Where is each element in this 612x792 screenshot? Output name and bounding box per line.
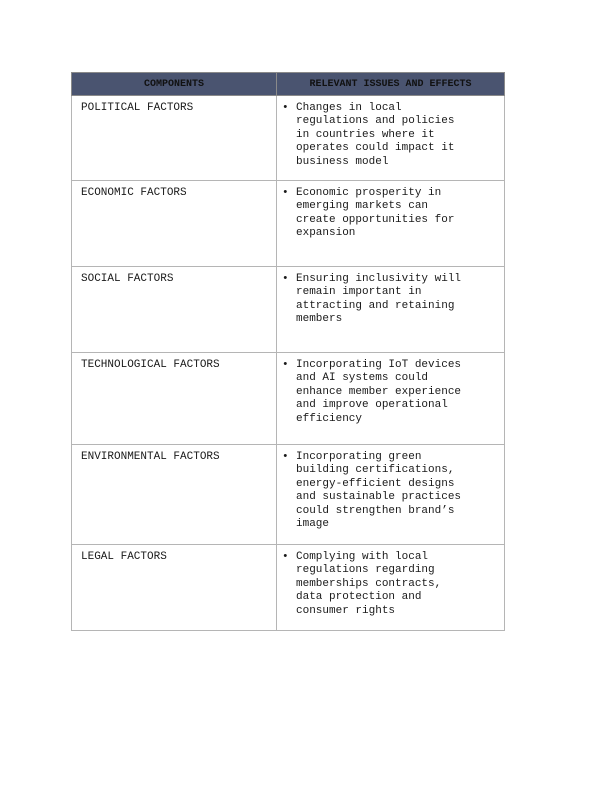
component-cell: LEGAL FACTORS — [72, 545, 277, 631]
effect-cell — [277, 545, 505, 631]
effect-text: Incorporating green building certifications, energy-efficient designs and sustainable practices could strengthen brand’s image — [296, 451, 462, 531]
effect-cell — [277, 445, 505, 545]
effect-text: Changes in local regulations and policies in countries where it operates could impact it business model — [296, 102, 455, 168]
table-header-row — [72, 73, 505, 96]
effect-text: Economic prosperity in emerging markets can create opportunities for expansion — [296, 187, 455, 240]
table-row — [72, 545, 505, 631]
bullet-icon: • — [282, 273, 289, 285]
effect-cell — [277, 267, 505, 353]
table-row — [72, 267, 505, 353]
table-row — [72, 445, 505, 545]
bullet-item — [281, 273, 496, 327]
table-row — [72, 96, 505, 181]
component-cell: TECHNOLOGICAL FACTORS — [72, 353, 277, 445]
components-header: COMPONENTS — [72, 73, 277, 96]
effect-cell — [277, 353, 505, 445]
pestel-table — [71, 72, 505, 631]
bullet-item — [281, 187, 496, 241]
bullet-icon: • — [282, 102, 289, 114]
effects-header: RELEVANT ISSUES AND EFFECTS — [277, 73, 505, 96]
bullet-icon: • — [282, 359, 289, 371]
bullet-item — [281, 551, 496, 618]
bullet-item — [281, 451, 496, 531]
effect-cell — [277, 96, 505, 181]
effect-cell — [277, 181, 505, 267]
bullet-item — [281, 102, 496, 169]
table-row — [72, 353, 505, 445]
effect-text: Complying with local regulations regarding memberships contracts, data protection and consumer rights — [296, 551, 442, 617]
effect-text: Ensuring inclusivity will remain important in attracting and retaining members — [296, 273, 462, 326]
component-cell: ECONOMIC FACTORS — [72, 181, 277, 267]
component-cell: POLITICAL FACTORS — [72, 96, 277, 181]
component-cell: SOCIAL FACTORS — [72, 267, 277, 353]
component-cell: ENVIRONMENTAL FACTORS — [72, 445, 277, 545]
bullet-icon: • — [282, 187, 289, 199]
bullet-icon: • — [282, 451, 289, 463]
bullet-item — [281, 359, 496, 426]
table-row — [72, 181, 505, 267]
effect-text: Incorporating IoT devices and AI systems could enhance member experience and improve operational efficiency — [296, 359, 462, 425]
bullet-icon: • — [282, 551, 289, 563]
